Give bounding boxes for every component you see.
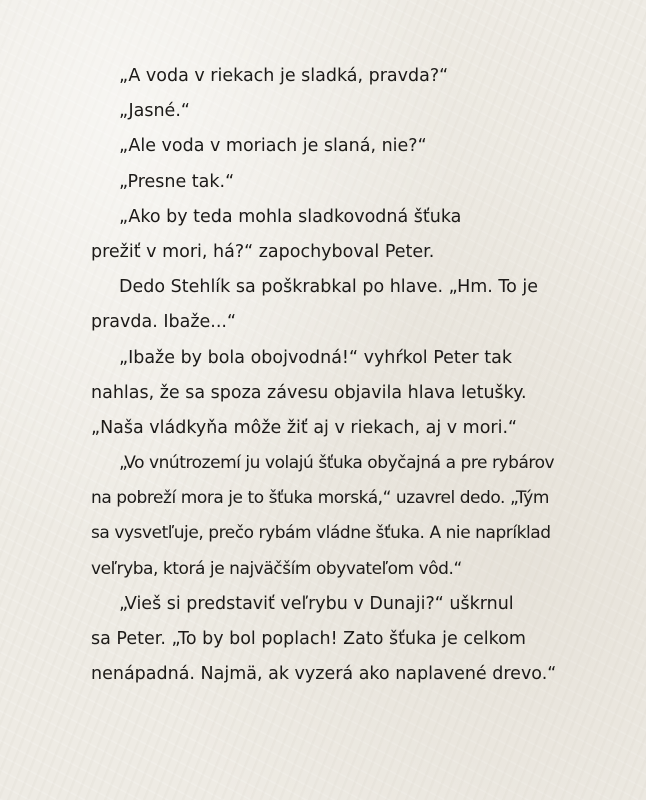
text-line: na pobreží mora je to šťuka morská,“ uzavrel dedo. „Tým	[91, 488, 549, 509]
book-page-text	[91, 59, 561, 692]
text-line: „Vo vnútrozemí ju volajú šťuka obyčajná a pre rybárov	[119, 453, 555, 474]
text-line: sa vysvetľuje, prečo rybám vládne šťuka. A nie napríklad	[91, 523, 551, 544]
text-line: „Ale voda v moriach je slaná, nie?“	[119, 136, 427, 157]
text-line: „A voda v riekach je sladká, pravda?“	[119, 66, 449, 86]
text-line: prežiť v mori, há?“ zapochyboval Peter.	[91, 241, 435, 262]
text-line: nahlas, že sa spoza závesu objavila hlava letušky.	[91, 382, 527, 403]
text-line: veľryba, ktorá je najväčším obyvateľom vôd.“	[91, 558, 462, 579]
text-line: „Ako by teda mohla sladkovodná šťuka	[119, 206, 462, 227]
text-line: Dedo Stehlík sa poškrabkal po hlave. „Hm. To je	[119, 277, 539, 298]
text-line: „Ibaže by bola obojvodná!“ vyhŕkol Peter tak	[119, 347, 513, 368]
text-line: nenápadná. Najmä, ak vyzerá ako naplavené drevo.“	[91, 664, 557, 685]
text-line: „Presne tak.“	[119, 171, 235, 192]
text-line: pravda. Ibaže...“	[91, 312, 237, 333]
text-line: sa Peter. „To by bol poplach! Zato šťuka je celkom	[91, 629, 526, 649]
text-line: „Vieš si predstaviť veľrybu v Dunaji?“ uškrnul	[119, 593, 514, 614]
text-line: „Naša vládkyňa môže žiť aj v riekach, aj v mori.“	[91, 417, 518, 438]
text-line: „Jasné.“	[119, 101, 190, 122]
